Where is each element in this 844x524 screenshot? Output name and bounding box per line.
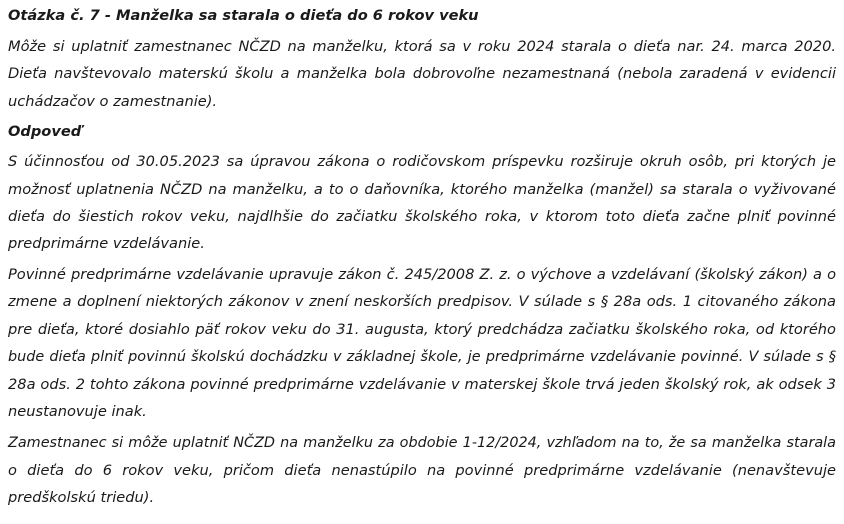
answer-text-line: predprimárne vzdelávanie. (8, 235, 205, 252)
answer-text-line: pre dieťa, ktoré dosiahlo päť rokov veku do 31. augusta, ktorý predchádza začiatku školského roka, od ktorého (8, 321, 836, 338)
answer-text-line: bude dieťa plniť povinnú školskú dochádzku v základnej škole, je predprimárne vzdelávanie povinné. V súlade s § (8, 349, 836, 365)
question-text-line: uchádzačov o zamestnanie). (8, 93, 218, 110)
question-heading: Otázka č. 7 - Manželka sa starala o dieťa do 6 rokov veku (8, 7, 479, 24)
answer-text-line: zmene a doplnení niektorých zákonov v znení neskorších predpisov. V súlade s § 28a ods. 1 citovaného zákona (8, 293, 836, 310)
answer-text-line: 28a ods. 2 tohto zákona povinné predprimárne vzdelávanie v materskej škole trvá jeden školský rok, ak odsek 3 (8, 376, 836, 393)
answer-text-line: Zamestnanec si môže uplatniť NČZD na manželku za obdobie 1-12/2024, vzhľadom na to, že sa manželka starala (8, 435, 836, 451)
question-text-line: Môže si uplatniť zamestnanec NČZD na manželku, ktorá sa v roku 2024 starala o dieťa nar. 24. marca 2020. (8, 38, 836, 55)
answer-text-line: o dieťa do 6 rokov veku, pričom dieťa nenastúpilo na povinné predprimárne vzdelávanie (nenavštevuje (8, 462, 836, 479)
answer-text-line: predškolskú triedu). (8, 489, 155, 506)
question-text-line: Dieťa navštevovalo materskú školu a manželka bola dobrovoľne nezamestnaná (nebola zaradená v evidencii (8, 65, 836, 82)
answer-heading: Odpoveď (8, 123, 82, 140)
answer-text-line: možnosť uplatnenia NČZD na manželku, a to o daňovníka, ktorého manželka (manžel) sa starala o vyživované (8, 181, 836, 198)
answer-text-line: S účinnosťou od 30.05.2023 sa úpravou zákona o rodičovskom príspevku rozširuje okruh osôb, pri ktorých je (8, 153, 836, 170)
answer-text-line: neustanovuje inak. (8, 403, 147, 420)
answer-text-line: dieťa do šiestich rokov veku, najdlhšie do začiatku školského roka, v ktorom toto dieťa začne plniť povinné (8, 208, 836, 225)
answer-text-line: Povinné predprimárne vzdelávanie upravuje zákon č. 245/2008 Z. z. o výchove a vzdelávaní (školský zákon) a o (8, 266, 836, 283)
